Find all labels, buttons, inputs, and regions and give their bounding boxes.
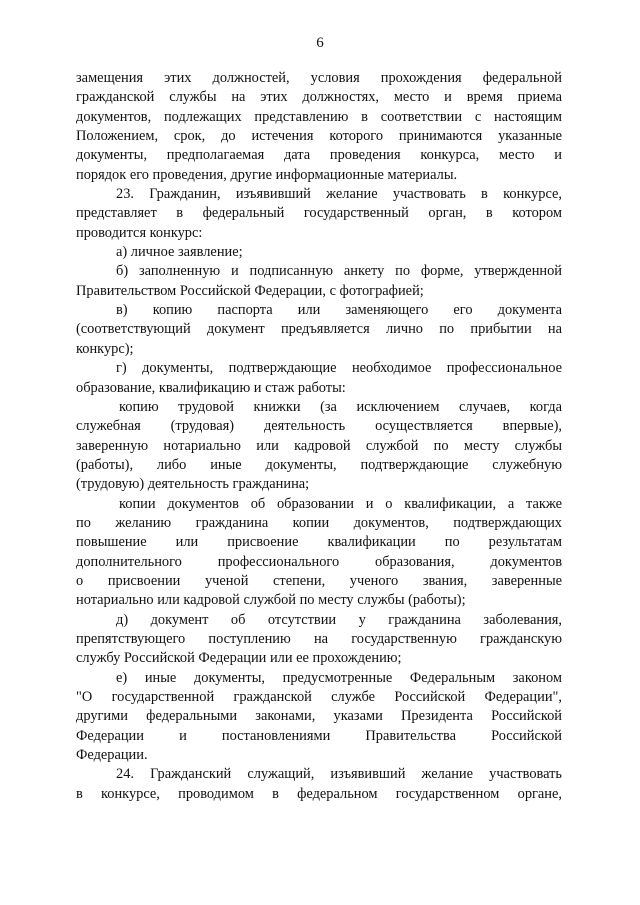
text-line: Правительством Российской Федерации, с фотографией; — [76, 282, 424, 299]
text-line: 23. Гражданин, изъявивший желание участвовать в конкурсе, — [116, 186, 562, 203]
text-line: образование, квалификацию и стаж работы: — [76, 379, 346, 396]
text-line: замещения этих должностей, условия прохождения федеральной — [76, 70, 562, 86]
text-line: дополнительного профессионального образования, документов — [76, 553, 562, 570]
text-line: проводится конкурс: — [76, 224, 203, 241]
text-line: 24. Гражданский служащий, изъявивший желание участвовать — [116, 766, 562, 783]
text-line: "О государственной гражданской службе Российской Федерации", — [76, 689, 562, 705]
text-line: в) копию паспорта или заменяющего его документа — [116, 302, 562, 319]
text-line: (соответствующий документ предъявляется лично по прибытии на — [76, 321, 562, 338]
text-line: служебная (трудовая) деятельность осуществляется впервые), — [76, 418, 562, 435]
text-line: Федерации и постановлениями Правительства Российской — [76, 727, 562, 744]
text-line: гражданской службы на этих должностях, место и время приема — [76, 89, 562, 106]
text-line: представляет в федеральный государственный орган, в котором — [76, 205, 562, 222]
text-line: (работы), либо иные документы, подтверждающие служебную — [76, 456, 562, 473]
text-line: а) личное заявление; — [116, 244, 243, 261]
text-line: нотариально или кадровой службой по месту службы (работы); — [76, 592, 466, 609]
text-line: документы, предполагаемая дата проведения конкурса, место и — [76, 147, 562, 164]
text-line: службу Российской Федерации или ее прохождению; — [76, 650, 402, 667]
document-body — [76, 69, 562, 804]
text-line: (трудовую) деятельность гражданина; — [76, 476, 310, 493]
text-line: Федерации. — [76, 747, 148, 764]
text-line: б) заполненную и подписанную анкету по форме, утвержденной — [116, 263, 562, 280]
text-line: копию трудовой книжки (за исключением случаев, когда — [119, 398, 562, 415]
text-line: препятствующего поступлению на государственную гражданскую — [76, 630, 562, 647]
text-line: е) иные документы, предусмотренные Федеральным законом — [116, 669, 562, 686]
text-line: в конкурсе, проводимом в федеральном государственном органе, — [76, 785, 562, 802]
text-line: порядок его проведения, другие информационные материалы. — [76, 166, 458, 183]
text-line: заверенную нотариально или кадровой службой по месту службы — [76, 437, 562, 454]
text-line: о присвоении ученой степени, ученого звания, заверенные — [76, 572, 562, 589]
text-line: по желанию гражданина копии документов, подтверждающих — [76, 514, 562, 531]
text-line: д) документ об отсутствии у гражданина заболевания, — [116, 611, 562, 628]
text-line: другими федеральными законами, указами Президента Российской — [76, 708, 562, 725]
page-number: 6 — [316, 35, 324, 51]
text-line: Положением, срок, до истечения которого принимаются указанные — [76, 128, 562, 145]
text-line: копии документов об образовании и о квалификации, а также — [119, 495, 562, 512]
text-line: документов, подлежащих представлению в соответствии с настоящим — [76, 108, 562, 125]
text-line: повышение или присвоение квалификации по результатам — [76, 534, 562, 551]
text-line: конкурс); — [76, 340, 134, 357]
text-line: г) документы, подтверждающие необходимое профессиональное — [116, 360, 562, 377]
